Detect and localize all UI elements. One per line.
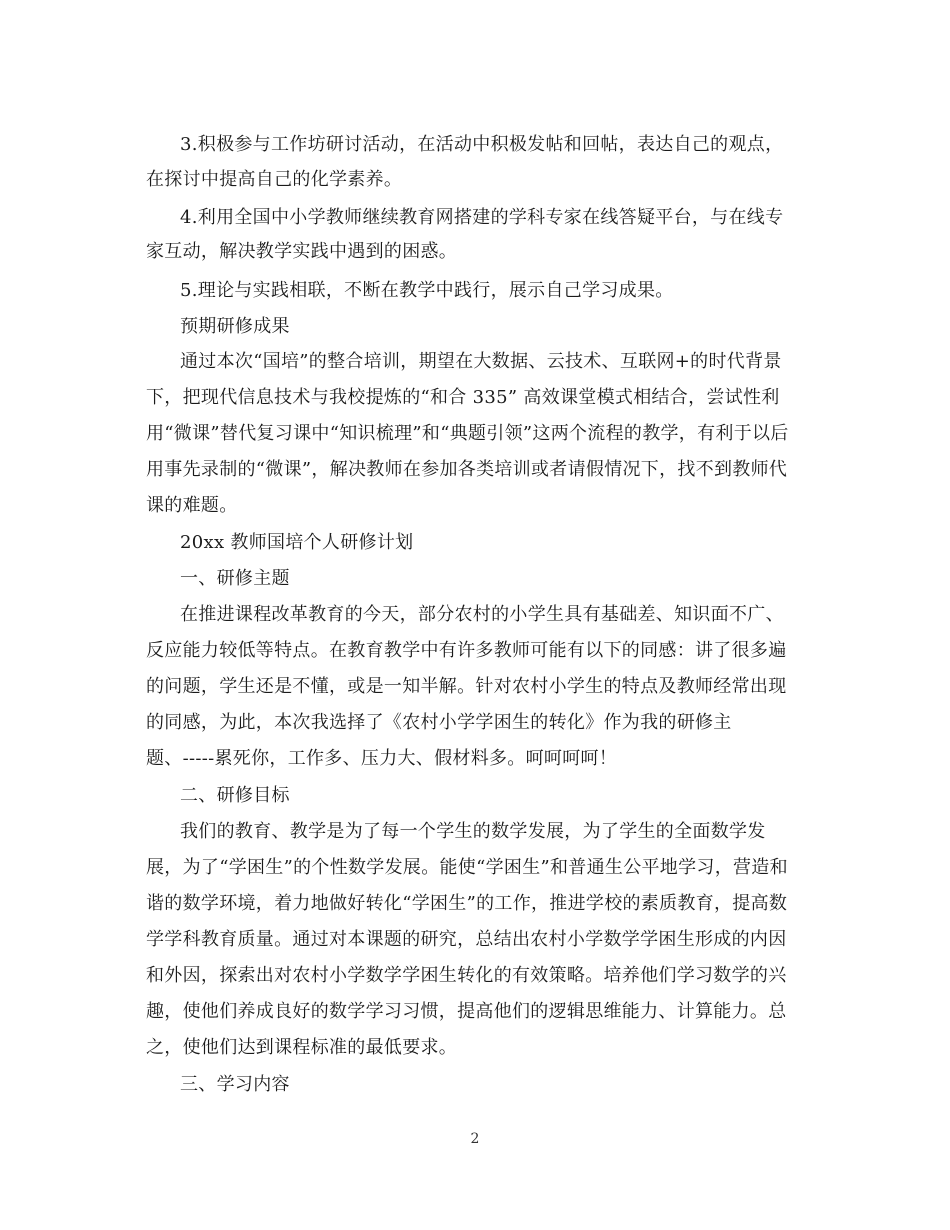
text-line: 趣，使他们养成良好的数学学习习惯，提高他们的逻辑思维能力、计算能力。总: [146, 1001, 787, 1022]
text-line: 4.利用全国中小学教师继续教育网搭建的学科专家在线答疑平台，与在线专: [180, 207, 784, 228]
text-line: 的同感，为此，本次我选择了《农村小学学困生的转化》作为我的研修主: [146, 712, 732, 733]
text-line: 我们的教育、教学是为了每一个学生的数学发展，为了学生的全面数学发: [180, 821, 766, 842]
text-line: 用事先录制的“微课”，解决教师在参加各类培训或者请假情况下，找不到教师代: [146, 459, 788, 480]
text-line: 反应能力较低等特点。在教育教学中有许多教师可能有以下的同感：讲了很多遍: [146, 640, 787, 661]
text-line: 通过本次“国培”的整合培训，期望在大数据、云技术、互联网+的时代背景: [180, 351, 782, 372]
text-line: 用“微课”替代复习课中“知识梳理”和“典题引领”这两个流程的教学，有利于以后: [146, 423, 789, 444]
text-line: 之，使他们达到课程标准的最低要求。: [146, 1037, 458, 1058]
section-heading: 预期研修成果: [180, 316, 290, 337]
text-line: 3.积极参与工作坊研讨活动，在活动中积极发帖和回帖，表达自己的观点，: [180, 134, 784, 155]
section-heading: 一、研修主题: [180, 568, 290, 589]
text-line: 在推进课程改革教育的今天，部分农村的小学生具有基础差、知识面不广、: [180, 604, 784, 625]
text-line: 在探讨中提高自己的化学素养。: [146, 169, 403, 190]
text-line: 和外因，探索出对农村小学数学学困生转化的有效策略。培养他们学习数学的兴: [146, 965, 787, 986]
text-line: 下，把现代信息技术与我校提炼的“和合 335” 高效课堂模式相结合，尝试性利: [146, 387, 780, 408]
text-line: 5.理论与实践相联，不断在教学中践行，展示自己学习成果。: [180, 280, 674, 301]
text-line: 家互动，解决教学实践中遇到的困惑。: [146, 241, 458, 262]
text-line: 课的难题。: [146, 495, 238, 516]
section-heading: 二、研修目标: [180, 785, 290, 806]
section-heading: 三、学习内容: [180, 1074, 290, 1095]
text-line: 的问题，学生还是不懂，或是一知半解。针对农村小学生的特点及教师经常出现: [146, 676, 787, 697]
text-line: 题、-----累死你，工作多、压力大、假材料多。呵呵呵呵！: [146, 748, 618, 769]
text-line: 学学科教育质量。通过对本课题的研究，总结出农村小学数学学困生形成的内因: [146, 929, 787, 950]
page-number: 2: [470, 1131, 480, 1147]
document-title: 20xx 教师国培个人研修计划: [180, 532, 414, 553]
text-line: 展，为了“学困生”的个性数学发展。能使“学困生”和普通生公平地学习，营造和: [146, 857, 788, 878]
text-line: 谐的数学环境，着力地做好转化“学困生”的工作，推进学校的素质教育，提高数: [146, 893, 788, 914]
